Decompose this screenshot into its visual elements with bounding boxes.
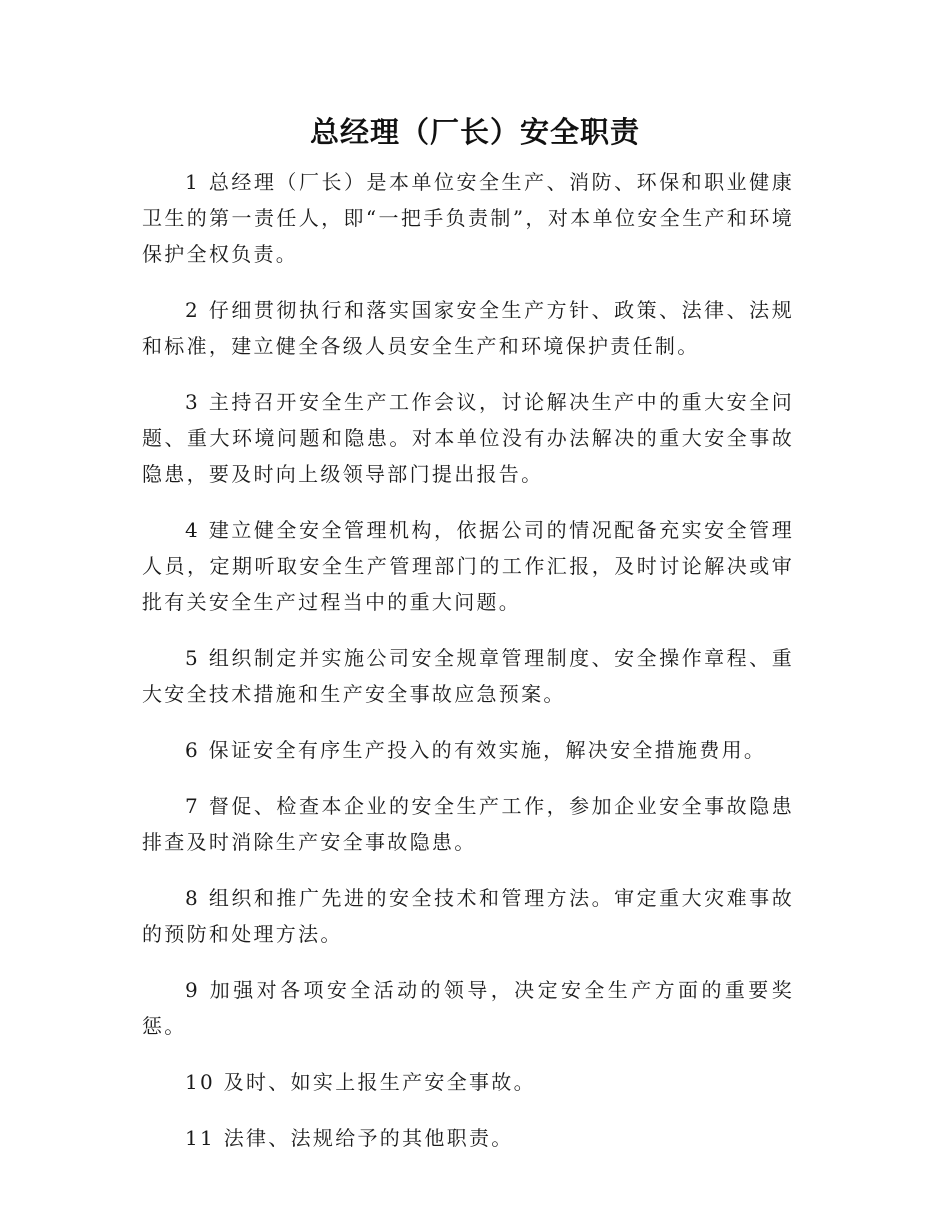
paragraph-9: 9 加强对各项安全活动的领导，决定安全生产方面的重要奖惩。 xyxy=(142,978,794,1038)
paragraph-2: 2 仔细贯彻执行和落实国家安全生产方针、政策、法律、法规和标准，建立健全各级人员安全生产和环境保护责任制。 xyxy=(142,298,794,358)
document-body xyxy=(142,164,794,1176)
paragraph-3: 3 主持召开安全生产工作会议，讨论解决生产中的重大安全问题、重大环境问题和隐患。对本单位没有办法解决的重大安全事故隐患，要及时向上级领导部门提出报告。 xyxy=(142,390,794,486)
paragraph-1: 1 总经理（厂长）是本单位安全生产、消防、环保和职业健康卫生的第一责任人，即“一把手负责制”，对本单位安全生产和环境保护全权负责。 xyxy=(142,170,794,266)
paragraph-7: 7 督促、检查本企业的安全生产工作，参加企业安全事故隐患排查及时消除生产安全事故隐患。 xyxy=(142,794,794,854)
document-title: 总经理（厂长）安全职责 xyxy=(309,115,640,149)
paragraph-10: 10 及时、如实上报生产安全事故。 xyxy=(185,1070,536,1094)
paragraph-11: 11 法律、法规给予的其他职责。 xyxy=(185,1126,514,1150)
paragraph-5: 5 组织制定并实施公司安全规章管理制度、安全操作章程、重大安全技术措施和生产安全事故应急预案。 xyxy=(142,646,794,706)
paragraph-4: 4 建立健全安全管理机构，依据公司的情况配备充实安全管理人员，定期听取安全生产管理部门的工作汇报，及时讨论解决或审批有关安全生产过程当中的重大问题。 xyxy=(142,518,794,614)
paragraph-6: 6 保证安全有序生产投入的有效实施，解决安全措施费用。 xyxy=(185,738,767,762)
paragraph-8: 8 组织和推广先进的安全技术和管理方法。审定重大灾难事故的预防和处理方法。 xyxy=(142,886,794,946)
